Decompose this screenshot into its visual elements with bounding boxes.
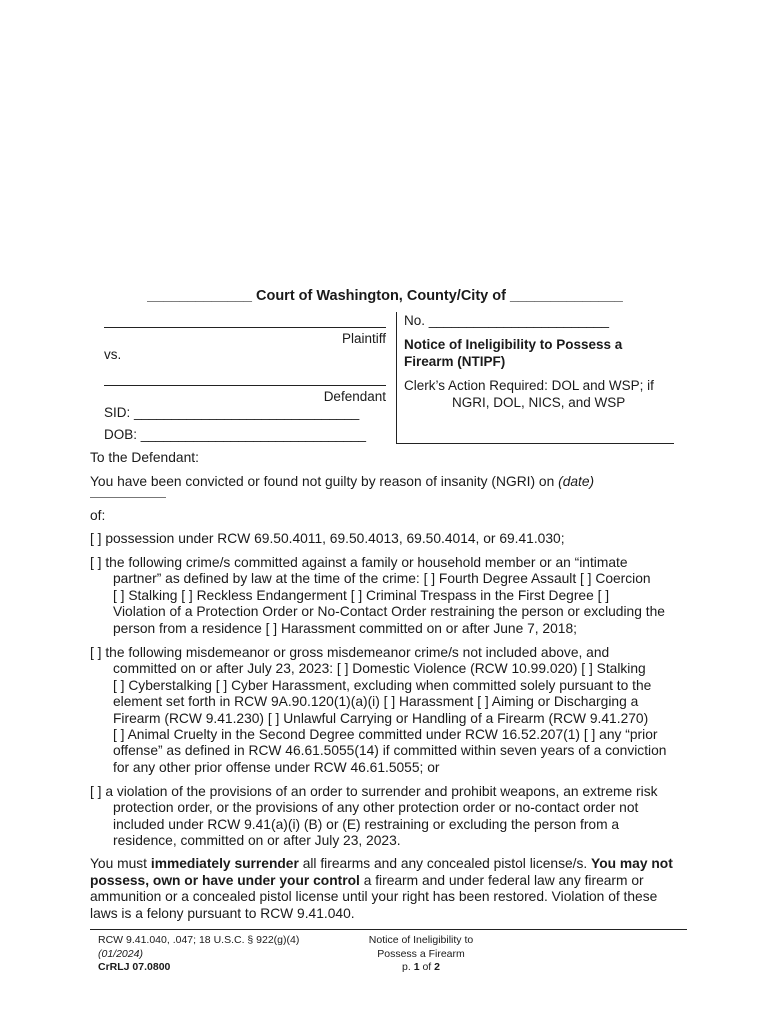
list-item xyxy=(90,645,680,776)
case-number-field: No. ________________________ xyxy=(404,313,609,328)
item2-line: person from a residence [ ] Harassment committed on or after June 7, 2018; xyxy=(113,620,577,636)
notice-text: You must xyxy=(90,856,151,871)
surrender-notice xyxy=(90,856,680,922)
item2-line: [ ] Stalking [ ] Reckless Endangerment [ ] Criminal Trespass in the First Degree [ ] xyxy=(113,587,610,603)
item3-line: element set forth in RCW 9A.90.120(1)(a)(i) [ ] Harassment [ ] Aiming or Discharging a xyxy=(113,694,639,710)
footer-page-number: p. 1 of 2 xyxy=(402,961,440,974)
footer-form-code: CrRLJ 07.0800 xyxy=(98,961,171,974)
footer-citation: RCW 9.41.040, .047; 18 U.S.C. § 922(g)(4) xyxy=(98,934,300,946)
footer-date: (01/2024) xyxy=(98,947,143,960)
list-item xyxy=(90,555,680,637)
clerk-action-line2: NGRI, DOL, NICS, and WSP xyxy=(452,395,626,410)
notice-line xyxy=(90,873,680,890)
form-title-line1: Notice of Ineligibility to Possess a xyxy=(404,337,623,352)
list-item xyxy=(90,784,680,850)
notice-text: all firearms and any concealed pistol license/s. xyxy=(298,856,592,871)
date-label: (date) xyxy=(558,474,595,489)
notice-bold: immediately surrender xyxy=(150,856,299,871)
notice-bold: possess, own or have under your control xyxy=(90,872,360,888)
of-label: of: xyxy=(90,508,106,523)
footer-center xyxy=(340,934,502,975)
item3-line: for any other prior offense under RCW 46.61.5055; or xyxy=(113,759,440,775)
defendant-name-line xyxy=(104,385,386,386)
to-defendant: To the Defendant: xyxy=(90,450,199,465)
footer-title-line2: Possess a Firearm xyxy=(377,947,465,960)
convicted-statement xyxy=(90,474,594,489)
item4-line: protection order, or the provisions of any other protection order or no-contact order not xyxy=(113,800,639,816)
footer-left xyxy=(98,934,299,975)
plaintiff-name-line xyxy=(104,327,386,328)
notice-line: laws is a felony pursuant to RCW 9.41.040. xyxy=(90,905,355,921)
plaintiff-label: Plaintiff xyxy=(341,331,386,346)
list-item xyxy=(90,531,680,547)
item1-text: [ ] possession under RCW 69.50.4011, 69.50.4013, 69.50.4014, or 69.41.030; xyxy=(90,531,565,546)
item4-first-line: [ ] a violation of the provisions of an order to surrender and prohibit weapons, an extreme risk xyxy=(90,784,658,799)
item4-line: residence, committed on or after July 23, 2023. xyxy=(113,833,401,849)
item3-line: offense” as defined in RCW 46.61.5055(14) if committed within seven years of a conviction xyxy=(113,743,667,759)
item3-first-line: [ ] the following misdemeanor or gross misdemeanor crime/s not included above, and xyxy=(90,645,610,660)
item2-line: partner” as defined by law at the time of the crime: [ ] Fourth Degree Assault [ ] Coercion xyxy=(113,571,651,587)
item3-line: committed on or after July 23, 2023: [ ] Domestic Violence (RCW 10.99.020) [ ] Stalking xyxy=(113,661,646,677)
notice-text: a firearm and under federal law any firearm or xyxy=(359,872,644,888)
item3-line: [ ] Cyberstalking [ ] Cyber Harassment, excluding when committed solely pursuant to the xyxy=(113,677,652,693)
defendant-label: Defendant xyxy=(323,389,386,404)
item3-line: [ ] Animal Cruelty in the Second Degree committed under RCW 16.52.207(1) [ ] any “prior xyxy=(113,727,658,743)
notice-line xyxy=(90,856,680,873)
caption-bottom-rule xyxy=(396,443,674,444)
form-title-line2: Firearm (NTIPF) xyxy=(404,354,506,369)
item2-first-line: [ ] the following crime/s committed against a family or household member or an “intimate xyxy=(90,555,628,570)
item4-line: included under RCW 9.41(a)(i) (B) or (E) restraining or excluding the person from a xyxy=(113,816,620,832)
notice-line: ammunition or a concealed pistol license until your right has been restored. Violation of these xyxy=(90,889,658,905)
convicted-text: You have been convicted or found not guilty by reason of insanity (NGRI) on xyxy=(90,474,559,489)
court-title: _____________ Court of Washington, County/City of ______________ xyxy=(147,288,623,304)
notice-bold: You may not xyxy=(591,856,673,871)
clerk-action-line1: Clerk’s Action Required: DOL and WSP; if xyxy=(404,378,654,393)
footer-rule xyxy=(90,929,687,930)
item2-line: Violation of a Protection Order or No-Contact Order restraining the person or excluding the xyxy=(113,604,665,620)
case-caption xyxy=(102,312,675,444)
footer-title-line1: Notice of Ineligibility to xyxy=(368,934,474,946)
date-blank-line xyxy=(90,497,166,498)
versus-label: vs. xyxy=(104,347,122,362)
dob-field: DOB: ______________________________ xyxy=(104,427,366,442)
caption-divider xyxy=(396,312,397,443)
item3-line: Firearm (RCW 9.41.230) [ ] Unlawful Carrying or Handling of a Firearm (RCW 9.41.270) xyxy=(113,710,649,726)
sid-field: SID: ______________________________ xyxy=(104,405,360,420)
